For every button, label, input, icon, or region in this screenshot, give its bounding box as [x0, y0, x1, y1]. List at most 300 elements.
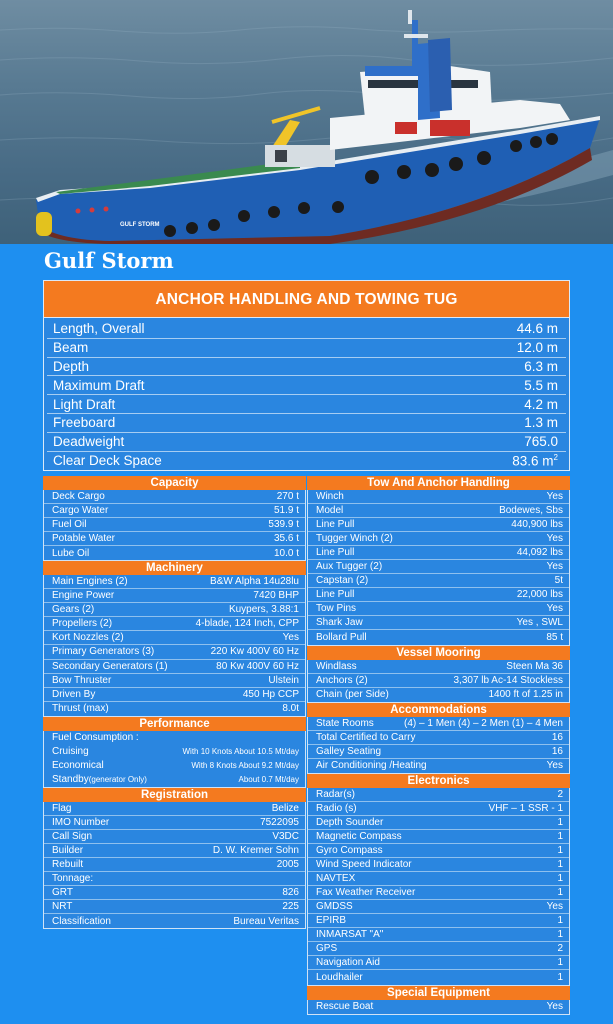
spec-row — [308, 560, 569, 574]
spec-label-text: Anchors (2) — [316, 674, 368, 686]
electronics-section — [307, 774, 570, 986]
spec-label-text: Economical — [52, 760, 104, 772]
spec-label-text: Wind Speed Indicator — [316, 859, 412, 871]
spec-row — [308, 914, 569, 928]
spec-value: 1 — [557, 831, 563, 842]
spec-value: 1 — [557, 887, 563, 899]
spec-value: 1 — [557, 971, 563, 983]
registration-section — [43, 788, 306, 929]
spec-row — [308, 970, 569, 984]
spec-label — [316, 675, 368, 686]
spec-label: Deadweight — [53, 434, 125, 450]
spec-row — [308, 886, 569, 900]
spec-value — [524, 434, 560, 449]
tow-rows — [307, 490, 570, 646]
spec-row — [308, 731, 569, 745]
spec-label — [316, 929, 383, 940]
spec-label-text: Magnetic Compass — [316, 831, 402, 842]
spec-label-text: Builder — [52, 845, 84, 857]
spec-row — [44, 702, 305, 716]
spec-label — [52, 533, 115, 544]
spec-row — [44, 532, 305, 546]
spec-label — [316, 845, 383, 856]
spec-label-text: Loudhailer — [316, 971, 363, 983]
spec-label-text: Classification — [52, 915, 111, 927]
spec-label-text: NRT — [52, 901, 73, 913]
spec-value — [517, 340, 560, 355]
spec-label — [316, 661, 357, 672]
spec-label — [316, 831, 402, 842]
hull-name-text: GULF STORM — [120, 222, 160, 228]
spec-label-text: EPIRB — [316, 915, 347, 927]
spec-value-text: 1.3 m — [524, 415, 558, 431]
spec-label — [316, 873, 355, 884]
left-column — [43, 476, 306, 929]
spec-label-text: INMARSAT "A" — [316, 929, 384, 941]
main-specs — [43, 280, 570, 471]
spec-row — [44, 731, 305, 745]
spec-row — [308, 872, 569, 886]
spec-label — [52, 646, 154, 657]
spec-label — [316, 789, 355, 800]
spec-label — [52, 760, 104, 771]
mooring-heading: Vessel Mooring — [307, 646, 570, 660]
spec-value: 80 Kw 400V 60 Hz — [216, 660, 299, 672]
tow-section — [307, 476, 570, 646]
spec-row — [44, 546, 305, 560]
spec-label — [316, 915, 346, 926]
spec-row — [308, 630, 569, 644]
spec-label: Length, Overall — [53, 321, 145, 337]
spec-label-text: IMO Number — [52, 816, 110, 828]
spec-label — [52, 519, 86, 530]
spec-label-text: GMDSS — [316, 901, 353, 913]
spec-value — [512, 453, 560, 469]
spec-label: Light Draft — [53, 396, 116, 412]
spec-value: Yes — [546, 1001, 563, 1013]
spec-label-text: Capstan (2) — [316, 575, 369, 587]
spec-value-text: 5.5 m — [524, 377, 558, 393]
spec-value-text: 44.6 m — [516, 321, 558, 337]
spec-row — [44, 802, 305, 816]
spec-value: Yes — [546, 491, 563, 503]
spec-label-text: Deck Cargo — [52, 491, 105, 503]
spec-value: About 0.7 Mt/day — [238, 775, 299, 785]
spec-label — [52, 746, 89, 757]
spec-label-text: Radio (s) — [316, 802, 357, 814]
spec-row — [44, 617, 305, 631]
spec-label — [52, 590, 114, 601]
performance-section — [43, 717, 306, 788]
special-equipment-section — [307, 986, 570, 1015]
spec-label — [52, 845, 83, 856]
vessel-name: Gulf Storm — [44, 248, 174, 273]
spec-label-text: Rebuilt — [52, 859, 84, 871]
spec-label-text: Gyro Compass — [316, 845, 383, 857]
spec-value — [524, 378, 560, 393]
spec-label-note: (generator Only) — [88, 775, 147, 785]
spec-row — [308, 745, 569, 759]
spec-value: 440,900 lbs — [511, 519, 563, 531]
spec-label — [52, 505, 108, 516]
spec-row — [44, 603, 305, 617]
spec-value: 5t — [554, 575, 563, 587]
spec-label — [52, 831, 92, 842]
spec-label — [316, 632, 367, 643]
spec-value: VHF – 1 SSR - 1 — [488, 802, 563, 814]
spec-label-text: State Rooms — [316, 717, 374, 729]
vessel-photo — [0, 0, 613, 244]
spec-value — [524, 415, 560, 430]
spec-label-text: Air Conditioning /Heating — [316, 760, 427, 772]
spec-label — [52, 675, 111, 686]
accommodations-heading: Accommodations — [307, 703, 570, 717]
spec-row — [308, 1000, 569, 1014]
spec-label-text: Fuel Consumption : — [52, 732, 139, 744]
spec-value: 44,092 lbs — [516, 547, 563, 559]
spec-label — [316, 887, 415, 898]
spec-value: D. W. Kremer Sohn — [212, 845, 299, 857]
spec-value: 51.9 t — [273, 505, 299, 517]
spec-value: 1400 ft of 1.25 in — [488, 689, 563, 701]
accommodations-section — [307, 703, 570, 774]
spec-label — [316, 689, 389, 700]
spec-row — [308, 788, 569, 802]
spec-label-text: Chain (per Side) — [316, 689, 389, 701]
spec-row — [308, 830, 569, 844]
spec-value: Yes — [546, 533, 563, 545]
spec-value: V3DC — [272, 831, 299, 842]
spec-row — [308, 688, 569, 702]
spec-label — [52, 548, 89, 559]
spec-label-text: Standby — [52, 774, 89, 786]
machinery-section — [43, 561, 306, 716]
spec-label — [52, 491, 105, 502]
spec-row — [44, 688, 305, 702]
spec-label-text: GPS — [316, 943, 338, 955]
spec-label — [52, 887, 73, 898]
spec-row — [44, 518, 305, 532]
spec-row — [308, 546, 569, 560]
spec-label — [52, 803, 71, 814]
spec-label — [52, 661, 168, 672]
spec-value-text: 12.0 m — [516, 340, 558, 356]
spec-label-text: Shark Jaw — [316, 617, 363, 629]
spec-label-text: Line Pull — [316, 547, 355, 559]
spec-row — [44, 816, 305, 830]
spec-value: 1 — [557, 873, 563, 885]
spec-value: Bureau Veritas — [233, 915, 299, 927]
spec-row — [308, 588, 569, 602]
spec-value: 35.6 t — [273, 533, 299, 545]
spec-label-text: Engine Power — [52, 590, 115, 602]
electronics-rows — [307, 788, 570, 986]
spec-row — [47, 376, 566, 395]
spec-label — [316, 817, 383, 828]
spec-value: 16 — [551, 745, 563, 757]
spec-value — [524, 359, 560, 374]
spec-row — [308, 956, 569, 970]
spec-row — [308, 532, 569, 546]
spec-value: Steen Ma 36 — [506, 660, 563, 672]
spec-label — [316, 746, 381, 757]
spec-label-text: Fax Weather Receiver — [316, 887, 416, 899]
spec-value: 10.0 t — [273, 547, 299, 559]
capacity-heading: Capacity — [43, 476, 306, 490]
spec-label-text: Tugger Winch (2) — [316, 533, 393, 545]
spec-label-text: Windlass — [316, 660, 357, 672]
spec-label-text: Potable Water — [52, 533, 115, 545]
spec-value: B&W Alpha 14u28lu — [210, 576, 299, 588]
spec-value: 7522095 — [260, 816, 299, 828]
spec-value: 8.0t — [282, 703, 299, 715]
unit-superscript: 2 — [553, 453, 558, 463]
spec-row — [47, 433, 566, 452]
spec-label — [52, 632, 124, 643]
spec-label-text: Lube Oil — [52, 547, 90, 559]
spec-label — [52, 576, 128, 587]
spec-row — [47, 358, 566, 377]
spec-value: 2005 — [276, 859, 299, 871]
spec-value: 1 — [557, 859, 563, 871]
spec-label-text: Line Pull — [316, 589, 355, 601]
spec-label — [52, 916, 111, 927]
mooring-rows — [307, 660, 570, 703]
spec-label-text: Line Pull — [316, 519, 355, 531]
spec-row — [47, 320, 566, 339]
spec-label — [316, 491, 344, 502]
spec-label — [316, 803, 357, 814]
spec-row — [308, 717, 569, 731]
spec-row — [44, 660, 305, 674]
spec-label — [52, 774, 147, 785]
special-rows — [307, 1000, 570, 1015]
spec-label — [52, 901, 72, 912]
spec-value: 1 — [557, 816, 563, 828]
spec-value — [524, 397, 560, 412]
spec-label: Beam — [53, 340, 89, 356]
spec-row — [308, 900, 569, 914]
spec-row — [44, 575, 305, 589]
spec-label — [316, 617, 363, 628]
spec-row — [308, 759, 569, 773]
spec-value: (4) – 1 Men (4) – 2 Men (1) – 4 Men — [404, 717, 563, 729]
spec-row — [308, 802, 569, 816]
spec-row — [44, 858, 305, 872]
spec-row — [308, 674, 569, 688]
spec-value: Bodewes, Sbs — [499, 505, 563, 517]
spec-row — [308, 844, 569, 858]
spec-label-text: Fuel Oil — [52, 519, 87, 531]
spec-label — [316, 972, 363, 983]
spec-label-text: Flag — [52, 802, 72, 814]
spec-row — [308, 616, 569, 630]
spec-label — [316, 943, 337, 954]
spec-label-text: Thrust (max) — [52, 703, 109, 715]
spec-label-text: Model — [316, 505, 344, 517]
spec-row — [308, 928, 569, 942]
spec-row — [44, 886, 305, 900]
spec-value: 4-blade, 124 Inch, CPP — [195, 618, 299, 630]
spec-value-text: 83.6 m — [512, 453, 554, 469]
spec-label-text: Propellers (2) — [52, 618, 113, 630]
spec-row — [44, 900, 305, 914]
spec-row — [308, 602, 569, 616]
spec-row — [47, 452, 566, 471]
spec-row — [44, 745, 305, 759]
spec-value: Yes — [546, 901, 563, 913]
spec-label-text: NAVTEX — [316, 873, 356, 885]
spec-row — [308, 504, 569, 518]
special-heading: Special Equipment — [307, 986, 570, 1000]
spec-row — [44, 645, 305, 659]
spec-label-text: Cruising — [52, 746, 89, 758]
capacity-section — [43, 476, 306, 561]
spec-value: With 10 Knots About 10.5 Mt/day — [182, 747, 299, 757]
spec-value: Yes — [282, 632, 299, 644]
spec-value: 85 t — [546, 631, 563, 643]
performance-rows — [43, 731, 306, 788]
spec-label: Clear Deck Space — [53, 453, 162, 469]
spec-row — [308, 660, 569, 674]
spec-value: 225 — [282, 901, 299, 913]
spec-label — [316, 957, 380, 968]
spec-label-text: GRT — [52, 887, 73, 899]
spec-value: 3,307 lb Ac-14 Stockless — [453, 674, 563, 686]
spec-row — [44, 830, 305, 844]
spec-row — [308, 574, 569, 588]
spec-label-text: Depth Sounder — [316, 816, 384, 828]
tug-illustration — [0, 0, 613, 244]
tow-heading: Tow And Anchor Handling — [307, 476, 570, 490]
spec-row — [44, 674, 305, 688]
spec-label: Maximum Draft — [53, 377, 145, 393]
spec-value: 450 Hp CCP — [242, 688, 299, 700]
spec-row — [44, 759, 305, 773]
spec-value: Yes , SWL — [516, 617, 563, 629]
spec-label-text: Tow Pins — [316, 603, 357, 615]
machinery-heading: Machinery — [43, 561, 306, 575]
main-spec-list — [44, 318, 569, 470]
spec-label — [316, 589, 354, 600]
spec-value: Yes — [546, 603, 563, 615]
spec-label-text: Navigation Aid — [316, 957, 380, 969]
spec-label — [52, 689, 95, 700]
spec-label — [52, 873, 93, 884]
spec-row — [308, 490, 569, 504]
spec-row — [44, 504, 305, 518]
spec-value: 2 — [557, 788, 563, 800]
spec-label-text: Radar(s) — [316, 788, 355, 800]
spec-value: 2 — [557, 943, 563, 955]
capacity-rows — [43, 490, 306, 561]
spec-label — [316, 533, 393, 544]
spec-row — [44, 773, 305, 787]
spec-label-text: Gears (2) — [52, 604, 95, 616]
spec-row — [47, 395, 566, 414]
mooring-section — [307, 646, 570, 703]
spec-row — [44, 914, 305, 928]
spec-label — [316, 603, 356, 614]
spec-row — [308, 942, 569, 956]
spec-value: Ulstein — [268, 674, 299, 686]
spec-value: 1 — [557, 845, 563, 857]
spec-row — [44, 844, 305, 858]
spec-value: 1 — [557, 915, 563, 927]
spec-label-text: Winch — [316, 491, 344, 503]
right-column — [307, 476, 570, 1015]
spec-value: 270 t — [276, 491, 299, 503]
spec-label — [52, 703, 109, 714]
spec-row — [44, 589, 305, 603]
spec-label — [316, 718, 374, 729]
spec-row — [308, 518, 569, 532]
spec-label — [316, 1001, 373, 1012]
spec-row — [44, 631, 305, 645]
registration-heading: Registration — [43, 788, 306, 802]
registration-rows — [43, 802, 306, 929]
spec-label: Freeboard — [53, 415, 116, 431]
spec-value: 22,000 lbs — [516, 589, 563, 601]
spec-row — [308, 858, 569, 872]
accommodations-rows — [307, 717, 570, 774]
electronics-heading: Electronics — [307, 774, 570, 788]
spec-label-text: Galley Seating — [316, 745, 382, 757]
spec-value: 539.9 t — [268, 519, 299, 531]
spec-value: Yes — [546, 760, 563, 772]
spec-label — [316, 547, 354, 558]
spec-label-text: Bow Thruster — [52, 674, 112, 686]
spec-value: Yes — [546, 561, 563, 573]
spec-value-text: 4.2 m — [524, 396, 558, 412]
spec-label — [316, 732, 415, 743]
performance-heading: Performance — [43, 717, 306, 731]
spec-label-text: Bollard Pull — [316, 631, 367, 643]
spec-label-text: Tonnage: — [52, 873, 94, 885]
spec-label — [316, 561, 382, 572]
spec-value: Kuypers, 3.88:1 — [228, 604, 299, 616]
spec-label-text: Main Engines (2) — [52, 576, 128, 588]
spec-label — [316, 575, 368, 586]
spec-label-text: Secondary Generators (1) — [52, 660, 168, 672]
spec-label-text: Call Sign — [52, 831, 93, 842]
main-title: ANCHOR HANDLING AND TOWING TUG — [44, 281, 569, 318]
machinery-rows — [43, 575, 306, 716]
spec-label — [52, 817, 109, 828]
spec-value: 16 — [551, 731, 563, 743]
spec-label-text: Cargo Water — [52, 505, 109, 517]
spec-row — [47, 414, 566, 433]
spec-row — [47, 339, 566, 358]
spec-label — [316, 901, 353, 912]
spec-value: 220 Kw 400V 60 Hz — [210, 646, 299, 658]
spec-label — [316, 760, 427, 771]
spec-value-text: 765.0 — [524, 434, 558, 450]
spec-value: 826 — [282, 887, 299, 899]
spec-value: With 8 Knots About 9.2 Mt/day — [191, 761, 299, 771]
spec-row — [44, 490, 305, 504]
spec-value: 1 — [557, 957, 563, 969]
spec-label — [316, 505, 343, 516]
spec-label-text: Kort Nozzles (2) — [52, 632, 124, 644]
spec-label-text: Driven By — [52, 688, 96, 700]
spec-label — [52, 859, 83, 870]
spec-label-text: Aux Tugger (2) — [316, 561, 383, 573]
spec-row — [308, 816, 569, 830]
spec-value: Belize — [271, 802, 299, 814]
spec-value-text: 6.3 m — [524, 358, 558, 374]
spec-label — [52, 732, 139, 743]
